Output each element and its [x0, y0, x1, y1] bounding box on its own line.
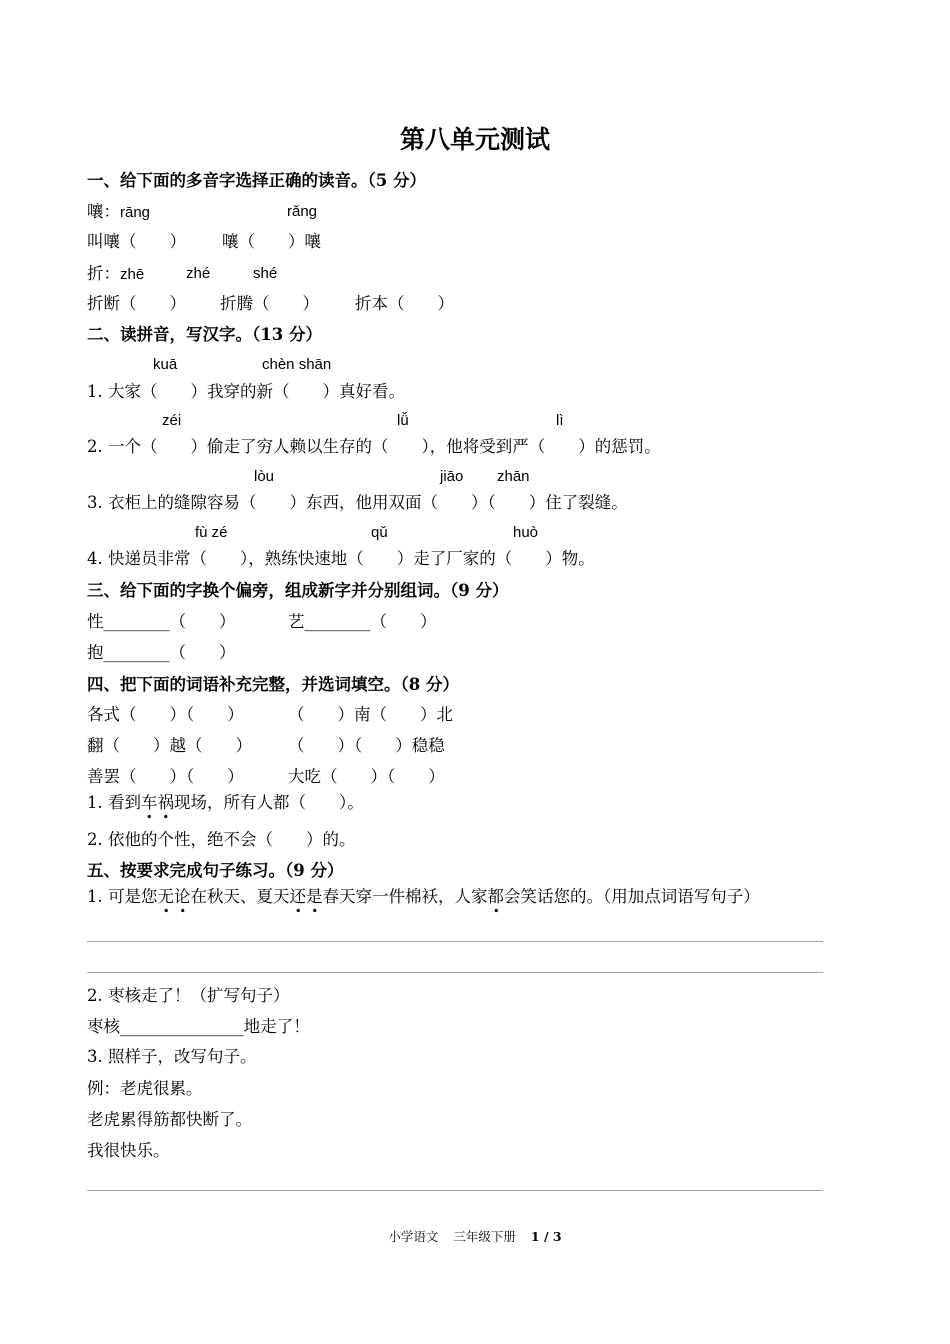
question-text: 1. 可是您	[87, 887, 158, 906]
pinyin-hint: fù zé	[195, 524, 228, 541]
page-title: 第八单元测试	[399, 125, 550, 154]
answer-line	[87, 1190, 823, 1191]
idiom-row-2	[0, 736, 950, 756]
idiom-row-1	[0, 705, 950, 725]
idiom-row-3	[0, 767, 950, 787]
sentence-question-1	[87, 887, 760, 907]
polyphone-zhe-readings	[0, 264, 950, 284]
emphasized-word: 车祸	[141, 793, 174, 819]
footer-subject: 小学语文	[388, 1229, 439, 1244]
word-blank: 折腾（ ）	[220, 294, 319, 313]
section-1-heading: 一、给下面的多音字选择正确的读音。（5 分）	[87, 171, 426, 190]
radical-row-2	[0, 643, 950, 663]
section-5-heading: 五、按要求完成句子练习。（9 分）	[87, 861, 344, 880]
pinyin-hint: huò	[513, 524, 539, 541]
pinyin-reading: rǎng	[287, 203, 318, 220]
idiom-blank: 翻（ ）越（ ）	[87, 736, 252, 755]
word-blank: 嚷（ ）嚷	[222, 232, 321, 251]
polyphone-rang-label: 嚷：	[87, 202, 120, 221]
question-text: 1. 看到	[87, 793, 141, 812]
radical-item: 抱________（ ）	[87, 643, 236, 662]
question-text: 春天穿一件棉袄，人家	[322, 887, 488, 906]
pinyin-hint: zhān	[497, 468, 530, 485]
sentence-question-2-stem: 枣核_______________地走了！	[87, 1017, 310, 1036]
idiom-blank: 善罢（ ）（ ）	[87, 767, 244, 786]
polyphone-rang-readings	[0, 202, 950, 222]
pinyin-hint: lòu	[254, 468, 275, 485]
example-answer: 老虎累得筋都快断了。	[87, 1110, 252, 1129]
pinyin-reading: zhē	[120, 266, 145, 283]
emphasized-word: 还是	[290, 887, 323, 913]
pinyin-hint: zéi	[162, 412, 182, 429]
idiom-blank: 各式（ ）（ ）	[87, 705, 244, 724]
idiom-blank: （ ）（ ）稳稳	[288, 736, 445, 755]
pinyin-reading: zhé	[186, 265, 211, 282]
pinyin-hint: kuā	[153, 356, 178, 373]
section-4-heading: 四、把下面的词语补充完整，并选词填空。（8 分）	[87, 675, 459, 694]
pinyin-row-3	[0, 467, 950, 487]
emphasized-word: 都	[488, 887, 505, 913]
answer-line	[87, 941, 823, 942]
page-number: 1 / 3	[530, 1229, 562, 1244]
pinyin-reading: rāng	[120, 204, 151, 221]
word-blank: 叫嚷（ ）	[87, 232, 186, 251]
word-blank: 折本（ ）	[355, 294, 454, 313]
example-sentence: 例：老虎很累。	[87, 1079, 203, 1098]
radical-row-1	[0, 612, 950, 632]
pinyin-row-2	[0, 411, 950, 431]
pinyin-hint: jiāo	[440, 468, 464, 485]
radical-item: 性________（ ）	[87, 612, 236, 631]
sentence-question-2-prompt: 2. 枣核走了！（扩写句子）	[87, 986, 290, 1005]
pinyin-sentence-3: 3. 衣柜上的缝隙容易（ ）东西，他用双面（ ）（ ）住了裂缝。	[87, 493, 628, 512]
pinyin-sentence-4: 4. 快递员非常（ ），熟练快速地（ ）走了厂家的（ ）物。	[87, 549, 595, 568]
polyphone-zhe-label: 折：	[87, 264, 120, 283]
word-blank: 折断（ ）	[87, 294, 186, 313]
question-text: 现场，所有人都（ ）。	[174, 793, 364, 812]
emphasized-word: 无论	[158, 887, 191, 913]
pinyin-sentence-2: 2. 一个（ ）偷走了穷人赖以生存的（ ），他将受到严（ ）的惩罚。	[87, 437, 661, 456]
pinyin-hint: lì	[556, 412, 564, 429]
page-footer	[0, 1229, 950, 1245]
polyphone-zhe-words	[0, 294, 950, 314]
sentence-question-3-prompt: 3. 照样子，改写句子。	[87, 1047, 257, 1066]
fill-in-question-2: 2. 依他的个性，绝不会（ ）的。	[87, 830, 356, 849]
question-text: 在秋天、夏天	[190, 887, 290, 906]
pinyin-reading: shé	[253, 265, 278, 282]
section-2-heading: 二、读拼音，写汉字。（13 分）	[87, 325, 322, 344]
pinyin-hint: lǚ	[397, 412, 409, 429]
polyphone-rang-reading-1	[87, 202, 150, 223]
radical-item: 艺________（ ）	[288, 612, 437, 631]
section-3-heading: 三、给下面的字换个偏旁，组成新字并分别组词。（9 分）	[87, 581, 509, 600]
pinyin-hint: qǔ	[371, 524, 388, 541]
pinyin-row-4	[0, 523, 950, 543]
fill-in-question-1	[87, 793, 364, 813]
given-sentence: 我很快乐。	[87, 1141, 170, 1160]
polyphone-rang-words	[0, 232, 950, 252]
question-text: 会笑话您的。（用加点词语写句子）	[504, 887, 760, 906]
idiom-blank: 大吃（ ）（ ）	[288, 767, 445, 786]
pinyin-hint: chèn shān	[262, 356, 332, 373]
footer-grade: 三年级下册	[453, 1229, 516, 1244]
idiom-blank: （ ）南（ ）北	[288, 705, 453, 724]
answer-line	[87, 972, 823, 973]
pinyin-sentence-1: 1. 大家（ ）我穿的新（ ）真好看。	[87, 382, 405, 401]
polyphone-zhe-reading-1	[87, 264, 144, 285]
pinyin-row-1	[0, 355, 950, 375]
